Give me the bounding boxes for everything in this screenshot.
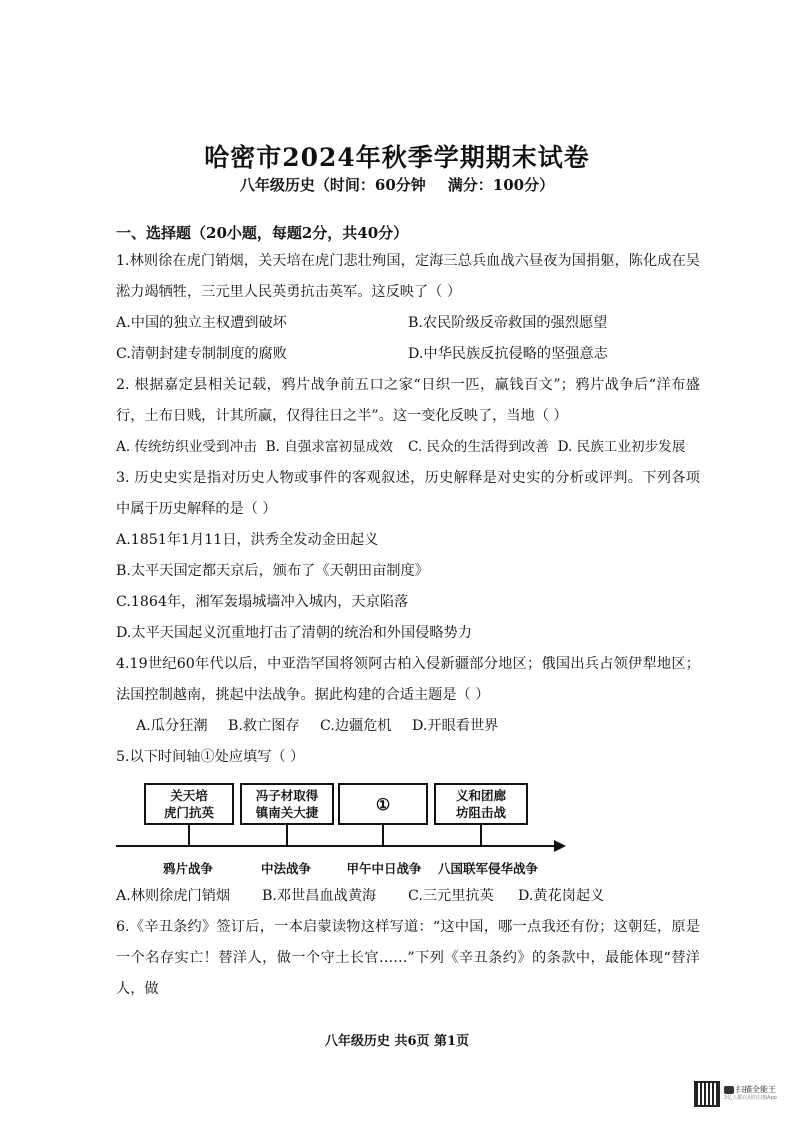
timeline-box-4: 义和团廊 坊阻击战 [434,783,528,825]
timeline-connector-2 [286,825,288,845]
scanner-badge-subtext: 3亿人都在用的扫描App [724,1095,777,1101]
question-3-option-d: D.太平天国起义沉重地打击了清朝的统治和外国侵略势力 [116,625,472,641]
subtitle-full-score: 满分：100分） [447,176,555,194]
question-3-stem: 3. 历史史实是指对历史人物或事件的客观叙述，历史解释是对史实的分析或评判。下列各项中属于历史解释的是（ ） [116,470,700,517]
scanner-watermark [694,1079,786,1109]
question-5-option-b: B.邓世昌血战黄海 [262,888,377,904]
question-1-stem: 1.林则徐在虎门销烟，关天培在虎门悲壮殉国，定海三总兵血战六昼夜为国捐躯，陈化成在吴淞力竭牺牲，三元里人民英勇抗击英军。这反映了（ ） [116,253,700,300]
timeline-arrow-icon [554,840,566,852]
section-heading-choice: 一、选择题（20小题，每题2分，共40分） [116,224,409,242]
question-4-option-a: A.瓜分狂潮 [136,718,208,734]
timeline-connector-3 [382,825,384,845]
timeline-axis [116,845,556,847]
exam-subtitle [0,174,794,195]
question-5-option-a: A.林则徐虎门销烟 [116,888,231,904]
question-2-options [116,432,700,463]
timeline-box-1: 关天培 虎门抗英 [144,783,234,825]
scanner-badge-text: 扫描全能王 [736,1085,776,1094]
question-1-option-d: D.中华民族反抗侵略的坚强意志 [408,346,608,362]
timeline-label-2: 中法战争 [260,861,312,876]
timeline-label-4: 八国联军侵华战争 [437,861,539,876]
scanner-logo-icon [724,1086,734,1094]
question-5-option-c: C.三元里抗英 [408,888,494,904]
question-2-stem: 2. 根据嘉定县相关记载，鸦片战争前五口之家“日织一匹，赢钱百文”；鸦片战争后“洋布盛行，土布日贱，计其所赢，仅得往日之半”。这一变化反映了，当地（ ） [116,377,700,424]
question-5-options [116,881,700,912]
question-3-option-c: C.1864年，湘军轰塌城墙冲入城内，天京陷落 [116,594,409,610]
exam-title: 哈密市2024年秋季学期期末试卷 [204,143,590,172]
subtitle-grade-time: 八年级历史（时间：60分钟 [239,176,426,194]
question-2-option-a: A. 传统纺织业受到冲击 [116,439,257,455]
question-6-stem: 6.《辛丑条约》签订后，一本启蒙读物这样写道：“这中国，哪一点我还有份；这朝廷，原是一个名存实亡！替洋人，做一个守土长官……”下列《辛丑条约》的条款中，最能体现“替洋人，做 [116,919,700,997]
question-4-option-c: C.边疆危机 [320,718,392,734]
timeline-connector-4 [480,825,482,845]
question-2-option-d: D. 民族工业初步发展 [557,439,686,455]
timeline-label-1: 鸦片战争 [162,861,214,876]
question-2-option-b: B. 自强求富初显成效 [265,439,393,455]
question-5-stem: 5.以下时间轴①处应填写（ ） [116,749,305,765]
scanner-badge [724,1085,777,1103]
timeline-connector-1 [188,825,190,845]
question-1-option-b: B.农民阶级反帝救国的强烈愿望 [408,315,608,331]
question-2-option-c: C. 民众的生活得到改善 [408,439,549,455]
timeline-label-3: 甲午中日战争 [346,861,422,876]
qr-code-icon [694,1081,720,1107]
timeline-box-2: 冯子材取得 镇南关大捷 [240,783,334,825]
page-footer: 八年级历史 共6页 第1页 [324,1034,470,1049]
question-4-option-d: D.开眼看世界 [412,718,499,734]
question-1-option-a: A.中国的独立主权遭到破坏 [116,315,287,331]
question-5-timeline [116,779,700,879]
question-4-stem: 4.19世纪60年代以后，中亚浩罕国将领阿古柏入侵新疆部分地区；俄国出兵占领伊犁地区；法国控制越南，挑起中法战争。据此构建的合适主题是（ ） [116,656,700,703]
question-list [116,246,700,1005]
question-3-option-a: A.1851年1月11日，洪秀全发动金田起义 [116,532,379,548]
timeline-box-3-blank: ① [338,783,428,825]
question-4-options [116,711,700,742]
question-3-option-b: B.太平天国定都天京后，颁布了《天朝田亩制度》 [116,563,429,579]
question-4-option-b: B.救亡图存 [228,718,300,734]
question-1-option-c: C.清朝封建专制制度的腐败 [116,346,287,362]
question-5-option-d: D.黄花岗起义 [518,888,605,904]
question-1-options-row1 [116,308,700,339]
question-1-options-row2 [116,339,700,370]
